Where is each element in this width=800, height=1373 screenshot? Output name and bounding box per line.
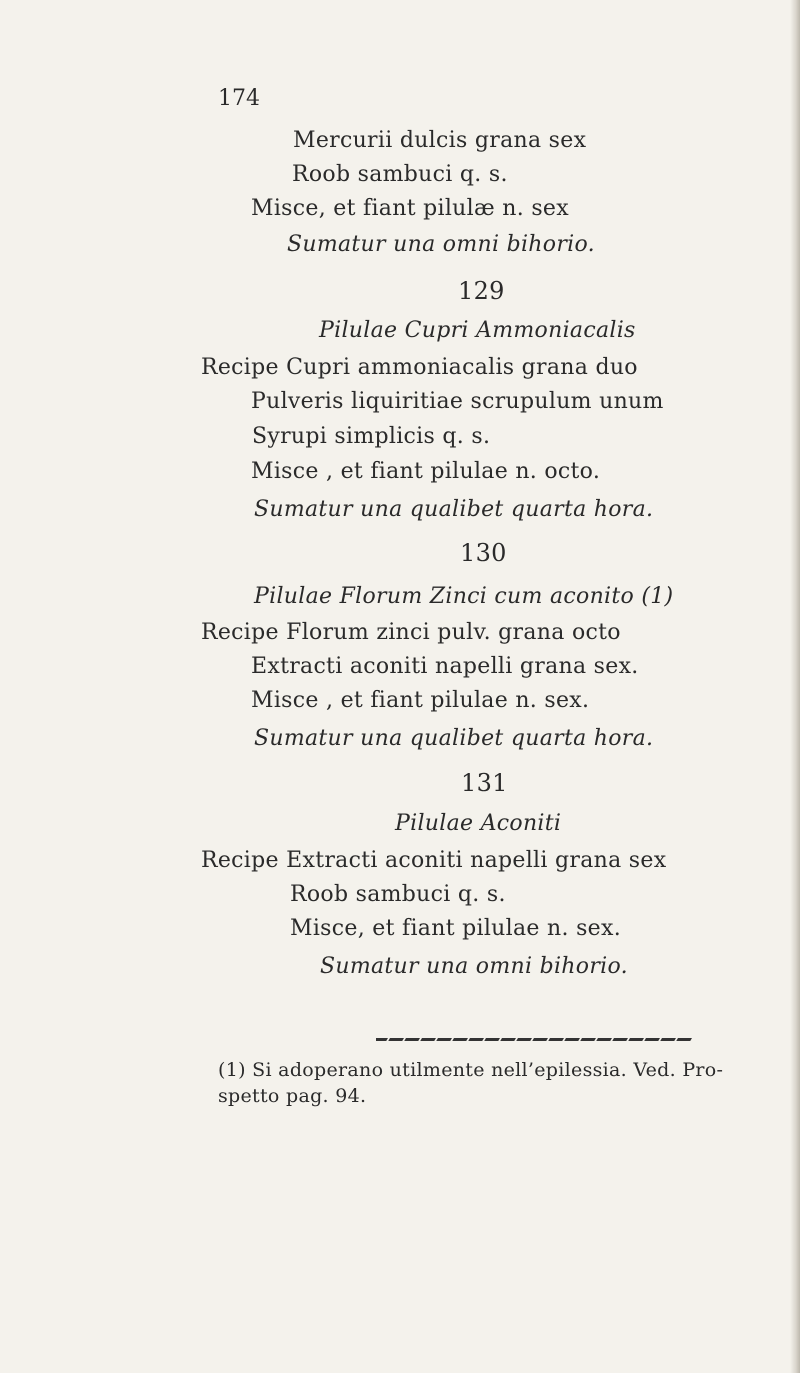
recipe-title: Pilulae Aconiti [395, 811, 562, 836]
recipe-number: 129 [458, 277, 505, 305]
ingredient-line: Syrupi simplicis q. s. [252, 424, 491, 449]
recipe-title: Pilulae Cupri Ammoniacalis [319, 318, 636, 343]
recipe-number: 130 [460, 539, 507, 567]
recipe-title: Pilulae Florum Zinci cum aconito (1) [254, 584, 674, 609]
dosage-direction: Sumatur una omni bihorio. [287, 232, 595, 257]
page-edge [790, 0, 800, 1373]
instruction-line: Misce, et fiant pilulæ n. sex [251, 196, 569, 221]
ingredient-line: Pulveris liquiritiae scrupulum unum [251, 389, 664, 414]
ornamental-divider [376, 1027, 696, 1041]
ingredient-line: Roob sambuci q. s. [290, 882, 506, 907]
ingredient-line: Extracti aconiti napelli grana sex. [251, 654, 639, 679]
ingredient-line: Recipe Cupri ammoniacalis grana duo [201, 355, 638, 380]
footnote-line: (1) Si adoperano utilmente nell’epilessia. Ved. Pro- [218, 1059, 724, 1081]
ingredient-line: Recipe Extracti aconiti napelli grana sex [201, 848, 667, 873]
instruction-line: Misce , et fiant pilulae n. sex. [251, 688, 590, 713]
ingredient-line: Recipe Florum zinci pulv. grana octo [201, 620, 621, 645]
instruction-line: Misce, et fiant pilulae n. sex. [290, 916, 621, 941]
dosage-direction: Sumatur una qualibet quarta hora. [254, 726, 654, 751]
ingredient-line: Mercurii dulcis grana sex [293, 128, 587, 153]
recipe-number: 131 [461, 769, 508, 797]
dosage-direction: Sumatur una qualibet quarta hora. [254, 497, 654, 522]
ingredient-line: Roob sambuci q. s. [292, 162, 508, 187]
dosage-direction: Sumatur una omni bihorio. [320, 954, 628, 979]
page-number: 174 [218, 86, 260, 111]
footnote-line: spetto pag. 94. [218, 1085, 367, 1107]
instruction-line: Misce , et fiant pilulae n. octo. [251, 459, 601, 484]
